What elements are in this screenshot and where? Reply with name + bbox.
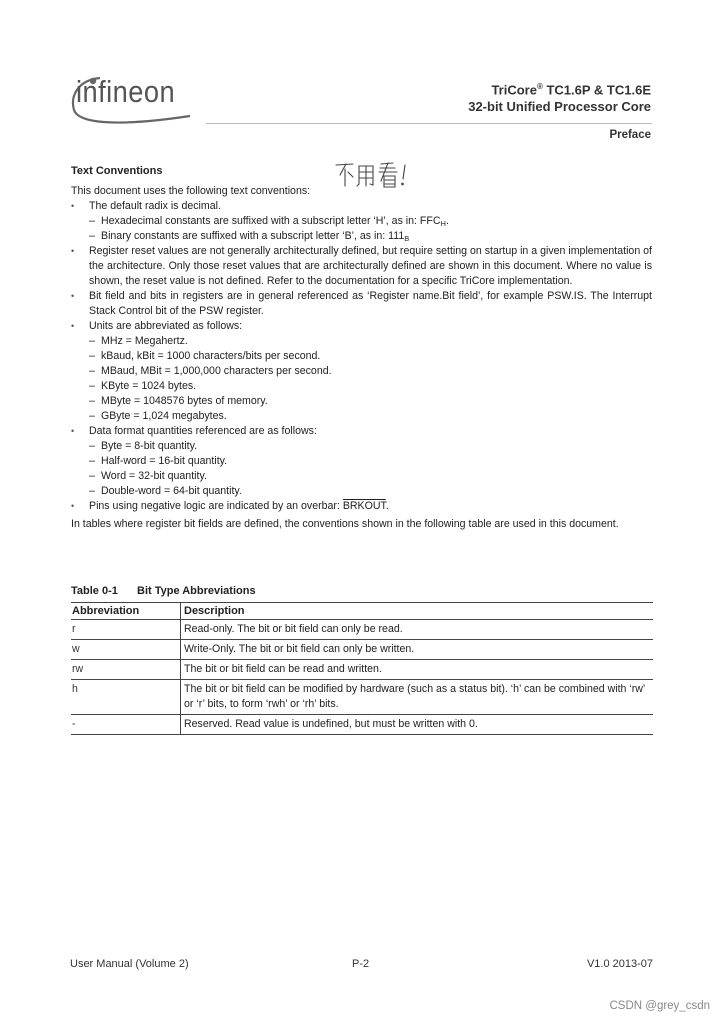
unit-item: – KByte = 1024 bytes.: [71, 379, 652, 394]
abbrev-cell: w: [71, 640, 181, 660]
col-header-description: Description: [181, 603, 654, 620]
desc-cell: Reserved. Read value is undefined, but must be written with 0.: [181, 715, 654, 735]
bullet-reset-values: • Register reset values are not generally architecturally defined, but require setting on startup in a given implementation of the architecture. Only those reset values that are architecturally defined are shown in this document. Where no value is shown, the reset value is not defined. Refer to the documentation for a specific TriCore implementation.: [71, 244, 652, 289]
col-header-abbreviation: Abbreviation: [71, 603, 181, 620]
data-format-item: – Byte = 8-bit quantity.: [71, 439, 652, 454]
footer-version: V1.0 2013-07: [586, 958, 653, 970]
product-title: [468, 78, 651, 115]
table-row: [71, 660, 653, 680]
footer-page-number: P-2: [352, 958, 370, 970]
header-divider: [206, 123, 652, 124]
product-title-line2: 32-bit Unified Processor Core: [468, 99, 651, 115]
unit-item: – GByte = 1,024 megabytes.: [71, 409, 652, 424]
table-caption: Table 0-1 Bit Type Abbreviations: [71, 585, 256, 597]
unit-item: – MByte = 1048576 bytes of memory.: [71, 394, 652, 409]
bullet-negative-logic: • Pins using negative logic are indicated by an overbar: BRKOUT.: [71, 499, 652, 514]
table-row: [71, 715, 653, 735]
bullet-radix: • The default radix is decimal.: [71, 199, 652, 214]
brkout-signal: BRKOUT: [342, 500, 386, 512]
table-row: [71, 620, 653, 640]
unit-item: – kBaud, kBit = 1000 characters/bits per second.: [71, 349, 652, 364]
dash-bin: – Binary constants are suffixed with a subscript letter ‘B’, as in: $111_B$: [71, 229, 652, 244]
table-row: [71, 640, 653, 660]
bullet-bit-fields: • Bit field and bits in registers are in general referenced as ‘Register name.Bit field’, for example PSW.IS. The Interrupt Stack Control bit of the PSW register.: [71, 289, 652, 319]
table-row: [71, 680, 653, 715]
bullet-units: • Units are abbreviated as follows:: [71, 319, 652, 334]
logo-wordmark: infineon: [76, 74, 176, 109]
abbrev-cell: h: [71, 680, 181, 715]
dash-hex: – Hexadecimal constants are suffixed with a subscript letter ‘H’, as in: $FFC_H$.: [71, 214, 652, 229]
data-format-item: – Half-word = 16-bit quantity.: [71, 454, 652, 469]
bullet-data-formats: • Data format quantities referenced are as follows:: [71, 424, 652, 439]
product-title-line1: TriCore® TC1.6P & TC1.6E: [491, 82, 651, 98]
data-format-item: – Double-word = 64-bit quantity.: [71, 484, 652, 499]
unit-item: – MHz = Megahertz.: [71, 334, 652, 349]
infineon-logo: [70, 70, 200, 130]
section-heading: Text Conventions: [71, 165, 163, 177]
abbrev-cell: r: [71, 620, 181, 640]
tables-note: In tables where register bit fields are defined, the conventions shown in the following table are used in this document.: [71, 518, 619, 530]
footer-manual-title: User Manual (Volume 2): [70, 958, 189, 970]
desc-cell: The bit or bit field can be modified by hardware (such as a status bit). ‘h’ can be combined with ‘rw’ or ‘r’ bits, to form ‘rwh’ or ‘rh’ bits.: [181, 680, 654, 715]
unit-item: – MBaud, MBit = 1,000,000 characters per second.: [71, 364, 652, 379]
desc-cell: Read-only. The bit or bit field can only be read.: [181, 620, 654, 640]
section-label: Preface: [609, 129, 651, 141]
table-header-row: [71, 603, 653, 620]
abbrev-cell: rw: [71, 660, 181, 680]
data-format-item: – Word = 32-bit quantity.: [71, 469, 652, 484]
desc-cell: The bit or bit field can be read and written.: [181, 660, 654, 680]
text-conventions-section: [71, 164, 652, 532]
bit-type-table: [71, 602, 653, 735]
intro-text: This document uses the following text conventions:: [71, 185, 311, 197]
desc-cell: Write-Only. The bit or bit field can only be written.: [181, 640, 654, 660]
abbrev-cell: -: [71, 715, 181, 735]
watermark: CSDN @grey_csdn: [609, 1000, 710, 1012]
